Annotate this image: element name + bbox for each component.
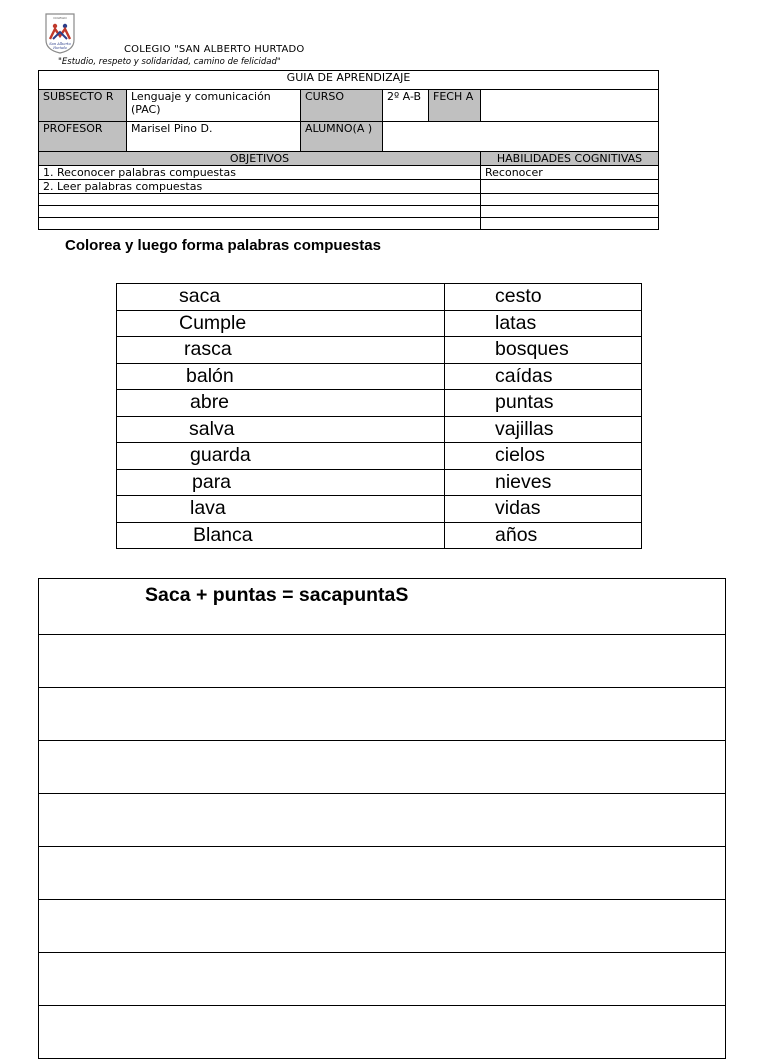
guide-title: GUIA DE APRENDIZAJE xyxy=(39,71,659,90)
word-left: salva xyxy=(117,416,445,443)
answer-row-example xyxy=(39,579,725,635)
word-left: rasca xyxy=(117,337,445,364)
course-label: CURSO xyxy=(301,90,383,122)
objective-empty-row xyxy=(39,206,481,218)
school-logo xyxy=(44,12,76,54)
word-row xyxy=(117,416,642,443)
answer-area xyxy=(38,578,726,1059)
example-answer: Saca + puntas = sacapuntaS xyxy=(145,584,409,606)
school-name: COLEGIO "SAN ALBERTO HURTADO xyxy=(124,44,305,55)
student-name-field[interactable] xyxy=(383,122,659,152)
answer-row[interactable] xyxy=(39,900,725,953)
svg-text:Hurtado: Hurtado xyxy=(53,46,67,50)
word-right: puntas xyxy=(445,390,642,417)
word-left: saca xyxy=(117,284,445,311)
word-row xyxy=(117,310,642,337)
date-label: FECH A xyxy=(429,90,481,122)
word-row xyxy=(117,337,642,364)
student-label: ALUMNO(A ) xyxy=(301,122,383,152)
skills-header: HABILIDADES COGNITIVAS xyxy=(481,152,659,166)
word-right: vajillas xyxy=(445,416,642,443)
objective-empty-row xyxy=(39,194,481,206)
course-value: 2º A-B xyxy=(383,90,429,122)
answer-row[interactable] xyxy=(39,741,725,794)
answer-row[interactable] xyxy=(39,794,725,847)
word-right: latas xyxy=(445,310,642,337)
answer-row[interactable] xyxy=(39,1006,725,1059)
svg-text:San Alberto: San Alberto xyxy=(49,42,71,46)
answer-row[interactable] xyxy=(39,953,725,1006)
word-left: Cumple xyxy=(117,310,445,337)
word-row xyxy=(117,390,642,417)
word-row xyxy=(117,496,642,523)
skill-item-empty xyxy=(481,180,659,194)
objectives-header: OBJETIVOS xyxy=(39,152,481,166)
objective-item: 2. Leer palabras compuestas xyxy=(39,180,481,194)
word-right: nieves xyxy=(445,469,642,496)
teacher-value: Marisel Pino D. xyxy=(127,122,301,152)
word-right: bosques xyxy=(445,337,642,364)
word-left: guarda xyxy=(117,443,445,470)
word-table xyxy=(116,283,642,549)
word-right: caídas xyxy=(445,363,642,390)
word-right: años xyxy=(445,522,642,549)
answer-row[interactable] xyxy=(39,847,725,900)
skill-empty-row xyxy=(481,194,659,206)
answer-row[interactable] xyxy=(39,688,725,741)
word-left: lava xyxy=(117,496,445,523)
skill-item: Reconocer xyxy=(481,166,659,180)
word-row xyxy=(117,443,642,470)
activity-instruction: Colorea y luego forma palabras compuestas xyxy=(65,237,381,254)
teacher-label: PROFESOR xyxy=(39,122,127,152)
word-left: Blanca xyxy=(117,522,445,549)
word-left: abre xyxy=(117,390,445,417)
word-right: cielos xyxy=(445,443,642,470)
skill-empty-row xyxy=(481,218,659,230)
subject-value: Lenguaje y comunicación (PAC) xyxy=(127,90,301,122)
word-row xyxy=(117,284,642,311)
word-right: vidas xyxy=(445,496,642,523)
word-left: para xyxy=(117,469,445,496)
word-right: cesto xyxy=(445,284,642,311)
skill-empty-row xyxy=(481,206,659,218)
word-row xyxy=(117,469,642,496)
word-left: balón xyxy=(117,363,445,390)
guide-header-table xyxy=(38,70,659,230)
school-motto: "Estudio, respeto y solidaridad, camino de felicidad" xyxy=(58,57,281,67)
objective-empty-row xyxy=(39,218,481,230)
answer-row[interactable] xyxy=(39,635,725,688)
subject-label: SUBSECTO R xyxy=(39,90,127,122)
word-row xyxy=(117,522,642,549)
word-row xyxy=(117,363,642,390)
objective-item: 1. Reconocer palabras compuestas xyxy=(39,166,481,180)
date-field[interactable] xyxy=(481,90,659,122)
svg-text:COLEGIO: COLEGIO xyxy=(53,16,67,20)
